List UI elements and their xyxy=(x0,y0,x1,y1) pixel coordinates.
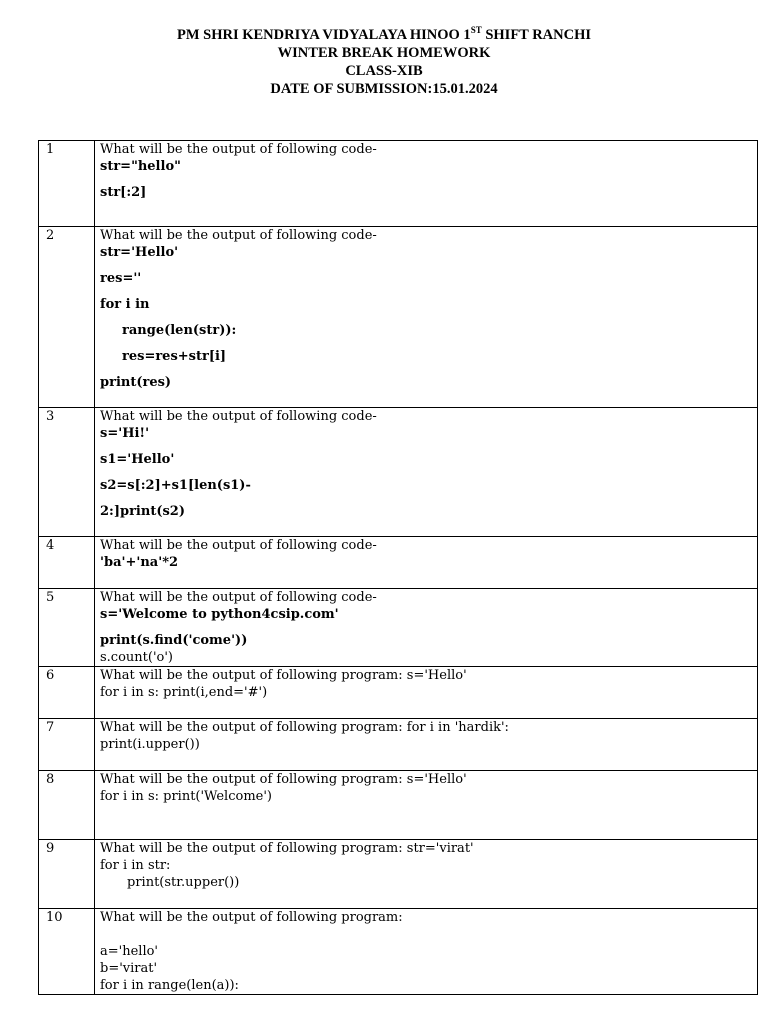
question-prompt: What will be the output of following code- xyxy=(100,409,377,424)
question-row xyxy=(39,909,758,995)
question-number: 2 xyxy=(39,227,95,408)
question-prompt: What will be the output of following program: s='Hello' xyxy=(100,668,467,683)
question-body xyxy=(95,667,758,719)
question-body xyxy=(95,141,758,227)
code-line: for i in range(len(a)): xyxy=(100,978,239,993)
question-body xyxy=(95,408,758,537)
code-line: for i in str: xyxy=(100,858,171,873)
question-body xyxy=(95,840,758,909)
question-row xyxy=(39,719,758,771)
question-row xyxy=(39,227,758,408)
code-line: str="hello" xyxy=(100,159,181,174)
code-line: s='Hi!' xyxy=(100,426,150,441)
code-line: str='Hello' xyxy=(100,245,179,260)
code-line: str[:2] xyxy=(100,185,147,200)
code-line: print(str.upper()) xyxy=(127,875,240,890)
question-prompt: What will be the output of following program: xyxy=(100,910,403,925)
code-line: for i in s: print('Welcome') xyxy=(100,789,272,804)
question-number: 7 xyxy=(39,719,95,771)
submission-date: DATE OF SUBMISSION:15.01.2024 xyxy=(270,81,498,97)
question-prompt: What will be the output of following code- xyxy=(100,142,377,157)
code-line: for i in xyxy=(100,297,150,312)
question-body xyxy=(95,771,758,840)
question-row xyxy=(39,141,758,227)
question-body xyxy=(95,589,758,667)
code-line: s2=s[:2]+s1[len(s1)- xyxy=(100,478,251,493)
question-row xyxy=(39,589,758,667)
question-prompt: What will be the output of following code- xyxy=(100,228,377,243)
question-body xyxy=(95,227,758,408)
question-number: 6 xyxy=(39,667,95,719)
code-line: a='hello' xyxy=(100,944,158,959)
question-body xyxy=(95,537,758,589)
question-prompt: What will be the output of following code- xyxy=(100,538,377,553)
question-number: 3 xyxy=(39,408,95,537)
school-name: PM SHRI KENDRIYA VIDYALAYA HINOO 1ST SHIFT RANCHI xyxy=(176,25,592,43)
question-row xyxy=(39,771,758,840)
question-number: 10 xyxy=(39,909,95,995)
homework-title: WINTER BREAK HOMEWORK xyxy=(277,45,491,61)
code-line: 2:]print(s2) xyxy=(100,504,185,519)
document-header xyxy=(0,26,768,98)
question-number: 1 xyxy=(39,141,95,227)
question-number: 8 xyxy=(39,771,95,840)
code-line: print(res) xyxy=(100,375,172,390)
code-line: range(len(str)): xyxy=(122,323,237,338)
question-row xyxy=(39,667,758,719)
question-prompt: What will be the output of following program: for i in 'hardik': xyxy=(100,720,509,735)
question-number: 9 xyxy=(39,840,95,909)
question-row xyxy=(39,537,758,589)
question-prompt: What will be the output of following code- xyxy=(100,590,377,605)
question-prompt: What will be the output of following program: s='Hello' xyxy=(100,772,467,787)
questions-table xyxy=(38,140,758,995)
class-label: CLASS-XIB xyxy=(345,63,423,79)
code-line: for i in s: print(i,end='#') xyxy=(100,685,268,700)
question-prompt: What will be the output of following program: str='virat' xyxy=(100,841,474,856)
code-line: print(s.find('come')) xyxy=(100,633,248,648)
question-row xyxy=(39,840,758,909)
question-number: 4 xyxy=(39,537,95,589)
code-line: s.count('o') xyxy=(100,650,173,665)
code-line: s1='Hello' xyxy=(100,452,175,467)
code-line: print(i.upper()) xyxy=(100,737,200,752)
code-line: s='Welcome to python4csip.com' xyxy=(100,607,339,622)
question-body xyxy=(95,909,758,995)
code-line: 'ba'+'na'*2 xyxy=(100,555,179,570)
question-body xyxy=(95,719,758,771)
code-line: res=res+str[i] xyxy=(122,349,227,364)
question-number: 5 xyxy=(39,589,95,667)
code-line: res='' xyxy=(100,271,142,286)
code-line: b='virat' xyxy=(100,961,158,976)
question-row xyxy=(39,408,758,537)
